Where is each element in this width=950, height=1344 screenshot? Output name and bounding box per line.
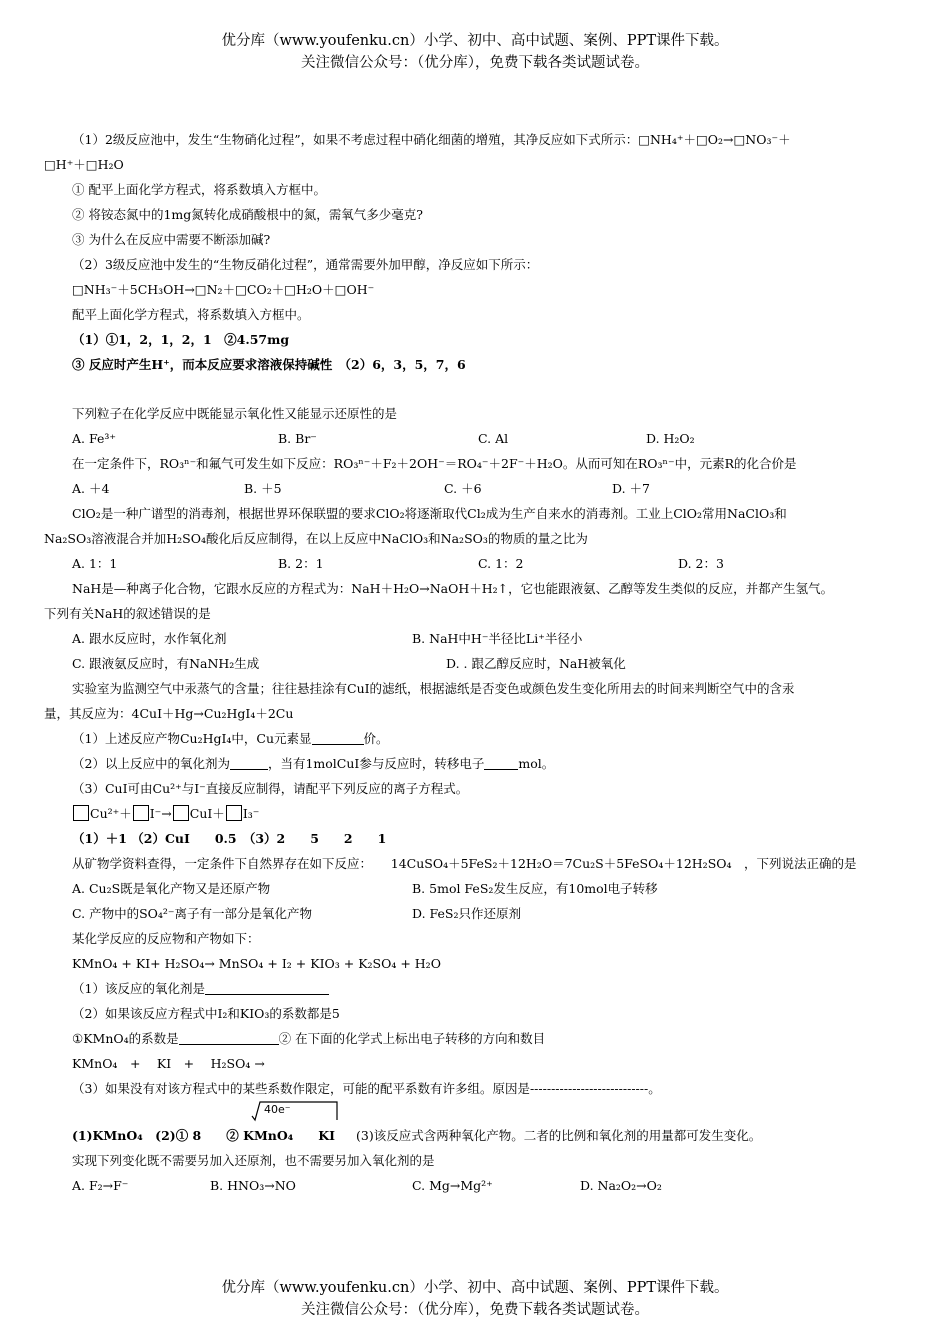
page-header <box>0 30 950 74</box>
coefficient-box[interactable] <box>173 805 189 821</box>
q6-sub-3: （3）CuI可由Cu²⁺与I⁻直接反应制得，请配平下列反应的离子方程式。 <box>72 781 469 796</box>
q9-option-c: C. Mg→Mg²⁺ <box>412 1178 493 1193</box>
q5-option-a: A. 跟水反应时，水作氧化剂 <box>72 631 227 646</box>
q9-option-b: B. HNO₃→NO <box>210 1178 296 1193</box>
q1-intro: （1）2级反应池中，发生“生物硝化过程”，如果不考虑过程中硝化细菌的增殖，其净反应如下式所示：□NH₄⁺＋□O₂→□NO₃⁻＋ <box>72 132 791 147</box>
q6-sub-2-text: （2）以上反应中的氧化剂为 <box>72 756 230 771</box>
q4-option-b: B. 2：1 <box>278 556 324 571</box>
page-footer <box>0 1277 950 1321</box>
q8-blank-coefficient[interactable] <box>179 1032 279 1045</box>
q6-eq-cui: CuI＋ <box>189 806 225 821</box>
electron-transfer-bracket <box>250 1100 338 1122</box>
footer-line-2: 关注微信公众号：（优分库），免费下载各类试题试卷。 <box>301 1302 649 1318</box>
q1-answer-1: （1）①1，2，1，2，1 ②4.57mg <box>72 332 290 347</box>
q4-option-d: D. 2：3 <box>678 556 724 571</box>
footer-line-1: 优分库（www.youfenku.cn）小学、初中、高中试题、案例、PPT课件下载。 <box>221 1280 729 1296</box>
q8-answer-a: (1)KMnO₄ (2)① 8 ② KMnO₄ KI <box>72 1128 335 1143</box>
q3-option-c: C. ＋6 <box>444 481 482 496</box>
q5-stem-1: NaH是—种离子化合物，它跟水反应的方程式为：NaH＋H₂O→NaOH＋H₂↑，它也能跟液氨、乙醇等发生类似的反应，并都产生氢气。 <box>72 581 834 596</box>
q4-stem-2: Na₂SO₃溶液混合并加H₂SO₄酸化后反应制得，在以上反应中NaClO₃和Na₂SO₃的物质的量之比为 <box>44 531 588 546</box>
q2-option-c: C. Al <box>478 431 509 446</box>
q5-option-c: C. 跟液氨反应时，有NaNH₂生成 <box>72 656 260 671</box>
q8-sub-3 <box>72 1029 545 1049</box>
q2-option-b: B. Br⁻ <box>278 431 317 446</box>
q3-option-a: A. ＋4 <box>72 481 110 496</box>
q7-option-a: A. Cu₂S既是氧化产物又是还原产物 <box>72 881 271 896</box>
q1-equation: □NH₃⁻＋5CH₃OH→□N₂＋□CO₂＋□H₂O＋□OH⁻ <box>72 282 375 297</box>
q5-option-d: D. . 跟乙醇反应时，NaH被氧化 <box>446 656 626 671</box>
q7-option-c: C. 产物中的SO₄²⁻离子有一部分是氧化产物 <box>72 906 312 921</box>
q3-stem: 在一定条件下，RO₃ⁿ⁻和氟气可发生如下反应：RO₃ⁿ⁻＋F₂＋2OH⁻＝RO₄⁻＋2F⁻＋H₂O。从而可知在RO₃ⁿ⁻中，元素R的化合价是 <box>72 456 797 471</box>
q2-stem: 下列粒子在化学反应中既能显示氧化性又能显示还原性的是 <box>72 406 398 421</box>
q1-sub-1: ① 配平上面化学方程式，将系数填入方框中。 <box>72 182 326 197</box>
q8-sub-1-text: （1）该反应的氧化剂是 <box>72 981 205 996</box>
q4-stem-1: ClO₂是一种广谱型的消毒剂，根据世界环保联盟的要求ClO₂将逐渐取代Cl₂成为生产自来水的消毒剂。工业上ClO₂常用NaClO₃和 <box>72 506 787 521</box>
q8-equation: KMnO₄ + KI+ H₂SO₄→ MnSO₄ + I₂ + KIO₃ + K₂SO₄ + H₂O <box>72 956 441 971</box>
q6-sub-1-tail: 价。 <box>363 731 389 746</box>
q1-answer-2: ③ 反应时产生H⁺，而本反应要求溶液保持碱性 （2）6，3，5，7，6 <box>72 357 466 372</box>
q4-option-a: A. 1：1 <box>72 556 118 571</box>
q6-stem-2: 量，其反应为：4CuI＋Hg→Cu₂HgI₄＋2Cu <box>44 706 294 721</box>
q3-option-d: D. ＋7 <box>612 481 650 496</box>
q8-sub-3-tail: ② 在下面的化学式上标出电子转移的方向和数目 <box>278 1031 546 1046</box>
q1-sub-2: ② 将铵态氮中的1mg氮转化成硝酸根中的氮，需氧气多少毫克? <box>72 207 423 222</box>
coefficient-box[interactable] <box>133 805 149 821</box>
q8-answer-b: (3)该反应式含两种氧化产物。二者的比例和氧化剂的用量都可发生变化。 <box>356 1128 762 1143</box>
q6-eq-i: I⁻→ <box>149 806 172 821</box>
q2-option-a: A. Fe³⁺ <box>72 431 116 446</box>
coefficient-box[interactable] <box>226 805 242 821</box>
q9-option-d: D. Na₂O₂→O₂ <box>580 1178 662 1193</box>
q7-stem: 从矿物学资料查得，一定条件下自然界存在如下反应： 14CuSO₄＋5FeS₂＋12H₂O＝7Cu₂S＋5FeSO₄＋12H₂SO₄ ，下列说法正确的是 <box>72 856 857 871</box>
q9-stem: 实现下列变化既不需要另加入还原剂，也不需要另加入氧化剂的是 <box>72 1153 435 1168</box>
coefficient-box[interactable] <box>73 805 89 821</box>
q2-option-d: D. H₂O₂ <box>646 431 695 446</box>
q1-intro-2: □H⁺＋□H₂O <box>44 157 124 172</box>
q6-sub-2-tail: mol。 <box>518 756 555 771</box>
q8-sub-2: （2）如果该反应方程式中I₂和KIO₃的系数都是5 <box>72 1006 340 1021</box>
q8-stem: 某化学反应的反应物和产物如下： <box>72 931 260 946</box>
header-line-2: 关注微信公众号：（优分库），免费下载各类试题试卷。 <box>301 55 649 71</box>
q6-sub-1-text: （1）上述反应产物Cu₂HgI₄中，Cu元素显 <box>72 731 312 746</box>
q1-sub-3: ③ 为什么在反应中需要不断添加碱? <box>72 232 271 247</box>
q8-sub-3-text: ①KMnO₄的系数是 <box>72 1031 179 1046</box>
q3-option-b: B. ＋5 <box>244 481 282 496</box>
q1-sub-5: 配平上面化学方程式，将系数填入方框中。 <box>72 307 310 322</box>
q6-blank-oxidant[interactable] <box>230 757 268 770</box>
q7-option-b: B. 5mol FeS₂发生反应，有10mol电子转移 <box>412 881 658 896</box>
header-line-1: 优分库（www.youfenku.cn）小学、初中、高中试题、案例、PPT课件下载。 <box>221 33 729 49</box>
q6-stem-1: 实验室为监测空气中汞蒸气的含量；往往悬挂涂有CuI的滤纸，根据滤纸是否变色或颜色发生变化所用去的时间来判断空气中的含汞 <box>72 681 795 696</box>
q1-sub-4: （2）3级反应池中发生的“生物反硝化过程”，通常需要外加甲醇，净反应如下所示： <box>72 257 539 272</box>
electron-count-label: 40e⁻ <box>264 1103 291 1116</box>
q5-option-b: B. NaH中H⁻半径比Li⁺半径小 <box>412 631 583 646</box>
q6-blank-valence[interactable] <box>312 732 364 745</box>
q8-blank-oxidant[interactable] <box>205 982 329 995</box>
q5-stem-2: 下列有关NaH的叙述错误的是 <box>44 606 211 621</box>
q8-equation-2: KMnO₄ + KI + H₂SO₄ → <box>72 1056 265 1071</box>
q6-sub-2 <box>72 754 554 774</box>
q6-eq-i3: I₃⁻ <box>242 806 260 821</box>
q6-eq-cu: Cu²⁺＋ <box>90 806 132 821</box>
q6-answer: （1）＋1 （2）CuI 0.5 （3）2 5 2 1 <box>72 831 387 846</box>
q8-sub-1 <box>72 979 329 999</box>
q8-sub-4: （3）如果没有对该方程式中的某些系数作限定，可能的配平系数有许多组。原因是----------------------------。 <box>72 1081 661 1096</box>
q6-sub-1 <box>72 729 389 749</box>
q9-option-a: A. F₂→F⁻ <box>72 1178 129 1193</box>
q6-ion-equation <box>72 804 259 824</box>
q6-blank-electrons[interactable] <box>484 757 518 770</box>
q4-option-c: C. 1：2 <box>478 556 524 571</box>
q7-option-d: D. FeS₂只作还原剂 <box>412 906 521 921</box>
q6-sub-2-mid: ，当有1molCuI参与反应时，转移电子 <box>267 756 485 771</box>
